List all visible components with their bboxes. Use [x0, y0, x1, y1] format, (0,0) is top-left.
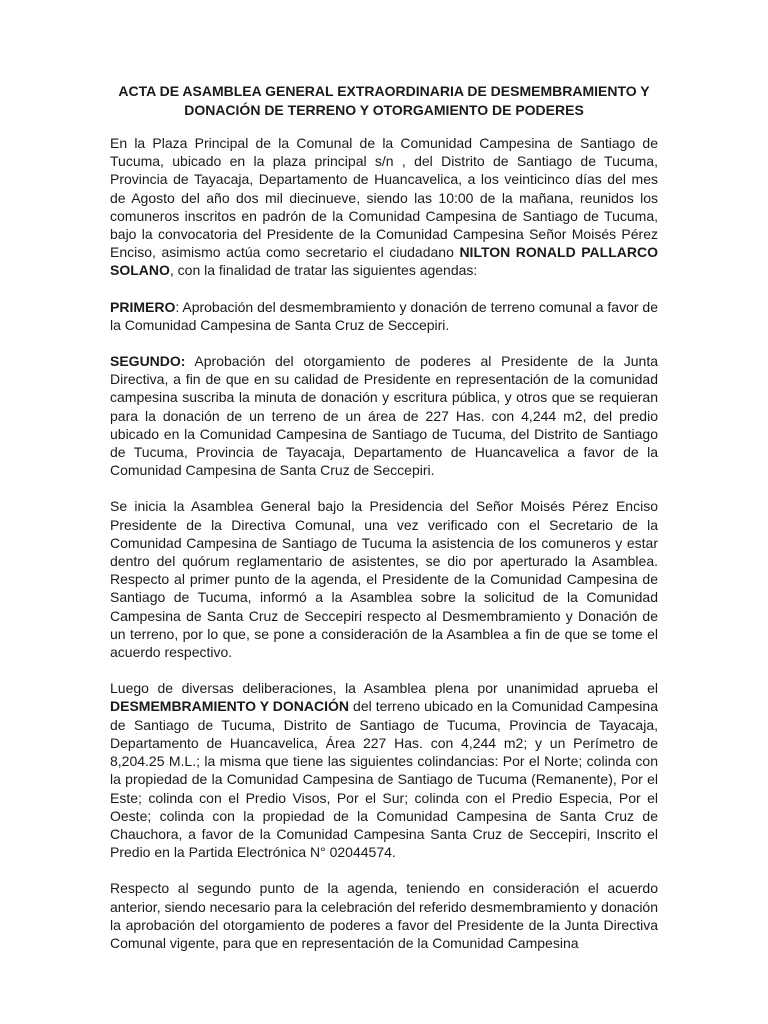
intro-text-b: , con la finalidad de tratar las siguientes agendas: — [169, 262, 478, 279]
agenda-segundo-text: Aprobación del otorgamiento de poderes al Presidente de la Junta Directiva, a fin de que en su calidad de Presidente en representación de la comunidad campesina suscriba la minuta de donación y escritura pública, y otros que se requieran para la donación de un terreno de un área de 227 Has. con 4,244 m2, del predio ubicado en la Comunidad Campesina de Santiago de Tucuma, del Distrito de Santiago de Tucuma, Provincia de Tayacaja, Departamento de Huancavelica a favor de la Comunidad Campesina de Santa Cruz de Seccepiri. — [110, 353, 658, 479]
approval-text-b: del terreno ubicado en la Comunidad Campesina de Santiago de Tucuma, Distrito de Santiago de Tucuma, Provincia de Tayacaja, Departamento de Huancavelica, Área 227 Has. con 4,244 m2; y un Perímetro de 8,204.25 M.L.; la misma que tiene las siguientes colindancias: Por el Norte; colinda con la propiedad de la Comunidad Campesina de Santiago de Tucuma (Remanente), Por el Este; colinda con el Predio Visos, Por el Sur; colinda con el Predio Especia, Por el Oeste; colinda con la propiedad de la Comunidad Campesina de Santa Cruz de Chauchora, a favor de la Comunidad Campesina Santa Cruz de Seccepiri, Inscrito el Predio en la Partida Electrónica N° 02044574. — [110, 698, 658, 861]
second-point-paragraph: Respecto al segundo punto de la agenda, teniendo en consideración el acuerdo anterior, siendo necesario para la celebración del referido desmembramiento y donación la aprobación del otorgamiento de poderes a favor del Presidente de la Junta Directiva Comunal vigente, para que en representación de la Comunidad Campesina — [110, 880, 658, 951]
document-page — [110, 82, 658, 970]
approval-bold-term: DESMEMBRAMIENTO Y DONACIÓN — [110, 698, 350, 715]
agenda-segundo-paragraph — [110, 352, 658, 479]
intro-paragraph — [110, 134, 658, 280]
secretary-name: NILTON RONALD PALLARCO SOLANO — [110, 244, 658, 279]
assembly-start-paragraph: Se inicia la Asamblea General bajo la Presidencia del Señor Moisés Pérez Enciso Presidente de la Directiva Comunal, una vez verificado con el Secretario de la Comunidad Campesina de Santiago de Tucuma la asistencia de los comuneros y estar dentro del quórum reglamentario de asistentes, se dio por aperturado la Asamblea. Respecto al primer punto de la agenda, el Presidente de la Comunidad Campesina de Santiago de Tucuma, informó a la Asamblea sobre la solicitud de la Comunidad Campesina de Santa Cruz de Seccepiri respecto al Desmembramiento y Donación de un terreno, por lo que, se pone a consideración de la Asamblea a fin de que se tome el acuerdo respectivo. — [110, 498, 658, 661]
agenda-primero-text: : Aprobación del desmembramiento y donación de terreno comunal a favor de la Comunidad Campesina de Santa Cruz de Seccepiri. — [110, 298, 658, 333]
intro-text-a: En la Plaza Principal de la Comunal de la Comunidad Campesina de Santiago de Tucuma, ubicado en la plaza principal s/n , del Distrito de Santiago de Tucuma, Provincia de Tayacaja, Departamento de Huancavelica, a los veinticinco días del mes de Agosto del año dos mil diecinueve, siendo las 10:00 de la mañana, reunidos los comuneros inscritos en padrón de la Comunidad Campesina de Santiago de Tucuma, bajo la convocatoria del Presidente de la Comunidad Campesina Señor Moisés Pérez Enciso, asimismo actúa como secretario el ciudadano — [110, 135, 658, 261]
agenda-segundo-label: SEGUNDO: — [110, 353, 186, 370]
document-title — [110, 82, 658, 120]
approval-paragraph — [110, 679, 658, 861]
agenda-primero-paragraph — [110, 298, 658, 334]
document-title-line-2: DONACIÓN DE TERRENO Y OTORGAMIENTO DE PODERES — [184, 102, 584, 118]
document-title-line-1: ACTA DE ASAMBLEA GENERAL EXTRAORDINARIA DE DESMEMBRAMIENTO Y — [118, 83, 650, 99]
approval-text-a: Luego de diversas deliberaciones, la Asamblea plena por unanimidad aprueba el — [110, 680, 658, 697]
agenda-primero-label: PRIMERO — [110, 298, 176, 315]
